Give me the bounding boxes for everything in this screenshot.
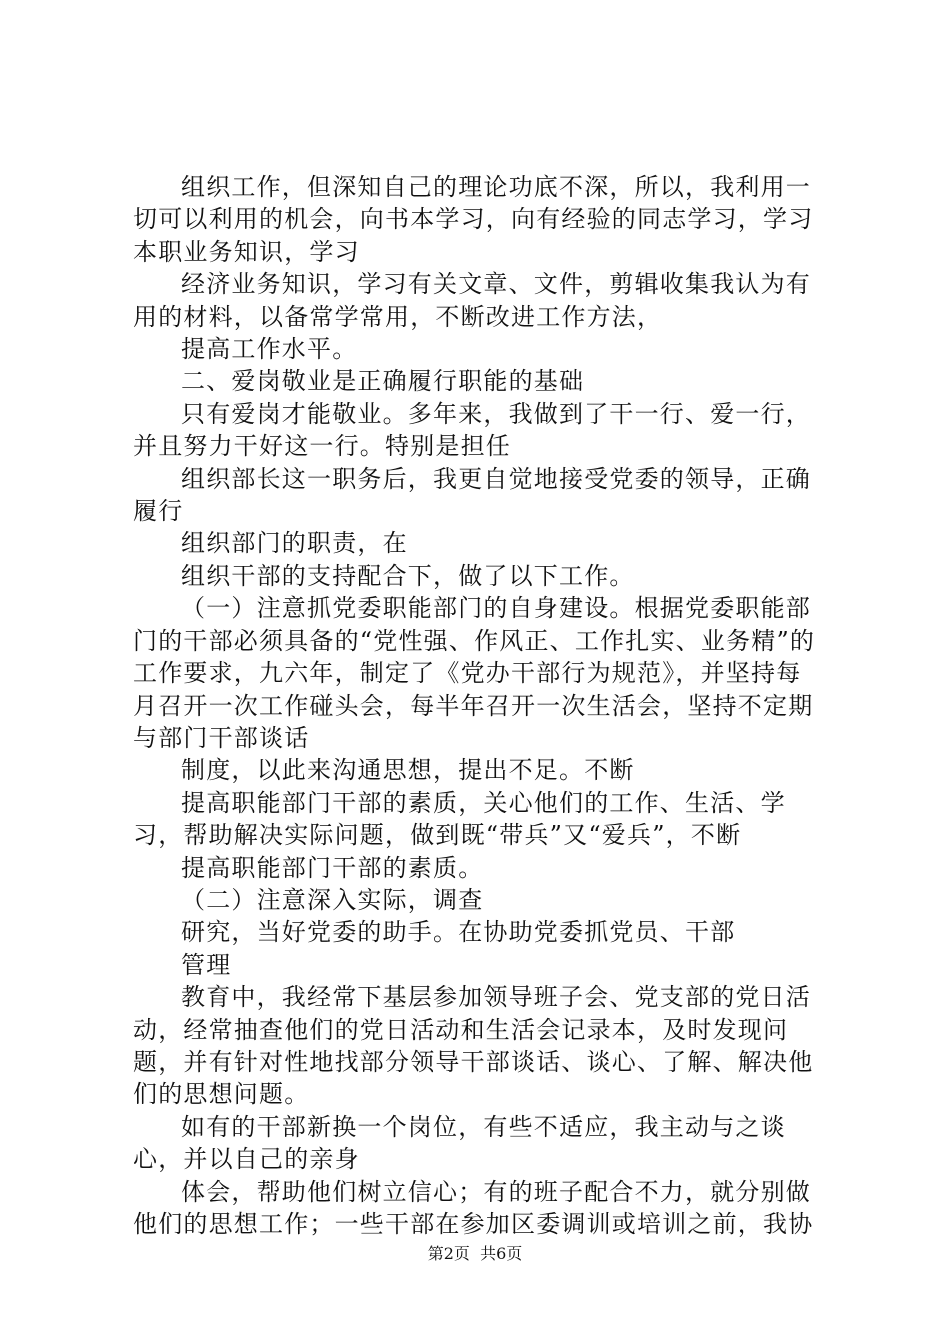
- paragraph-2: 经济业务知识，学习有关文章、文件，剪辑收集我认为有用的材料，以备常学常用，不断改进工作方法，: [133, 270, 811, 331]
- paragraph-12: 提高职能部门干部的素质。: [181, 853, 484, 882]
- paragraph-16: 教育中，我经常下基层参加领导班子会、党支部的党日活动，经常抽查他们的党日活动和生活会记录本，及时发现问题，并有针对性地找部分领导干部谈话、谈心、了解、解决他们的思想问题。: [133, 983, 814, 1109]
- page-footer: [0, 1244, 950, 1264]
- paragraph-11: 提高职能部门干部的素质，关心他们的工作、生活、学习，帮助解决实际问题，做到既“带兵”又“爱兵”，不断: [133, 788, 786, 850]
- paragraph-3: 提高工作水平。: [181, 335, 358, 364]
- section-heading-2: 二、爱岗敬业是正确履行职能的基础: [181, 367, 585, 396]
- paragraph-10: 制度，以此来沟通思想，提出不足。不断: [181, 756, 635, 785]
- page-number: 第2页 共6页: [427, 1244, 523, 1263]
- paragraph-5: 只有爱岗才能敬业。多年来，我做到了干一行、爱一行，并且努力干好这一行。特别是担任: [133, 399, 811, 461]
- document-body: [133, 171, 823, 1240]
- paragraph-15: 管理: [181, 950, 232, 979]
- paragraph-17: 如有的干部新换一个岗位，有些不适应，我主动与之谈心，并以自己的亲身: [133, 1112, 786, 1174]
- paragraph-8: 组织干部的支持配合下，做了以下工作。: [181, 561, 635, 590]
- paragraph-9: （一）注意抓党委职能部门的自身建设。根据党委职能部门的干部必须具备的“党性强、作风正、工作扎实、业务精”的工作要求，九六年，制定了《党办干部行为规范》，并坚持每月召开一次工作碰头会，每半年召开一次生活会，坚持不定期与部门干部谈话: [133, 594, 816, 752]
- paragraph-1: 组织工作，但深知自己的理论功底不深，所以，我利用一切可以利用的机会，向书本学习，向有经验的同志学习，学习本职业务知识，学习: [133, 173, 814, 266]
- paragraph-6: 组织部长这一职务后，我更自觉地接受党委的领导，正确履行: [133, 464, 811, 526]
- paragraph-18: 体会，帮助他们树立信心；有的班子配合不力，就分别做他们的思想工作；一些干部在参加区委调训或培训之前，我协: [133, 1177, 814, 1238]
- paragraph-13: （二）注意深入实际，调查: [181, 885, 484, 914]
- paragraph-7: 组织部门的职责，在: [181, 529, 408, 558]
- paragraph-14: 研究，当好党委的助手。在协助党委抓党员、干部: [181, 918, 736, 947]
